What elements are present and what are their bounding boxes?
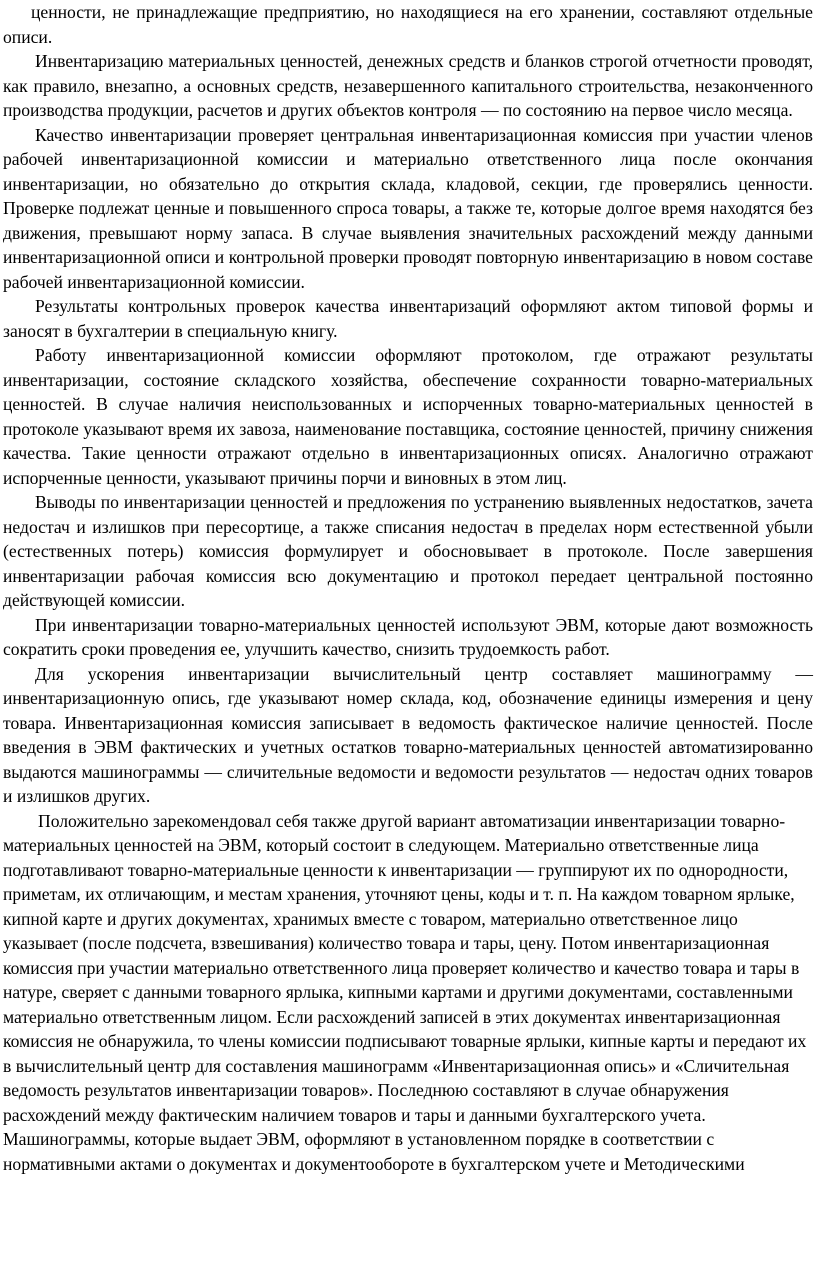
paragraph: Положительно зарекомендовал себя также другой вариант автоматизации инвентаризации товарно-материальных ценностей на ЭВМ, который состоит в следующем. Материально ответственные лица подготавливают товарно-материальные ценности к инвентаризации — группируют их по однородности, приметам, их отличающим, и местам хранения, уточняют цены, коды и т. п. На каждом товарном ярлыке, кипной карте и других документах, хранимых вместе с товаром, материально ответственное лицо указывает (после подсчета, взвешивания) количество товара и тары, цену. Потом инвентаризационная комиссия при участии материально ответственного лица проверяет количество и качество товара и тары в натуре, сверяет с данными товарного ярлыка, кипными картами и другими документами, составленными материально ответственным лицом. Если расхождений записей в этих документах инвентаризационная комиссия не обнаружила, то члены комиссии подписывают товарные ярлыки, кипные карты и передают их в вычислительный центр для составления машинограмм «Инвентаризационная опись» и «Сличительная ведомость результатов инвентаризации товаров». Последнюю составляют в случае обнаружения расхождений между фактическим наличием товаров и тары и данными бухгалтерского учета. Машинограммы, которые выдает ЭВМ, оформляют в установленном порядке в соответствии с нормативными актами о документах и документообороте в бухгалтерском учете и Методическими	[3, 810, 807, 1174]
paragraph: Выводы по инвентаризации ценностей и предложения по устранению выявленных недостатков, зачета недостач и излишков при пересортице, а также списания недостач в пределах норм естественной убыли (естественных потерь) комиссия формулирует и обосновывает в протоколе. После завершения инвентаризации рабочая комиссия всю документацию и протокол передает центральной постоянно действующей комиссии.	[3, 492, 813, 610]
paragraph: При инвентаризации товарно-материальных ценностей используют ЭВМ, которые дают возможность сократить сроки проведения ее, улучшить качество, снизить трудоемкость работ.	[3, 614, 813, 659]
paragraph: ценности, не принадлежащие предприятию, но находящиеся на его хранении, составляют отдельные описи.	[3, 2, 813, 47]
paragraph: Инвентаризацию материальных ценностей, денежных средств и бланков строгой отчетности проводят, как правило, внезапно, а основных средств, незавершенного капитального строительства, незаконченного производства продукции, расчетов и других объектов контроля — по состоянию на первое число месяца.	[3, 51, 813, 120]
paragraph: Работу инвентаризационной комиссии оформляют протоколом, где отражают результаты инвентаризации, состояние складского хозяйства, обеспечение сохранности товарно-материальных ценностей. В случае наличия неиспользованных и испорченных товарно-материальных ценностей в протоколе указывают время их завоза, наименование поставщика, состояние ценностей, причину снижения качества. Такие ценности отражают отдельно в инвентаризационных описях. Аналогично отражают испорченные ценности, указывают причины порчи и виновных в этом лиц.	[3, 345, 813, 488]
paragraph: Для ускорения инвентаризации вычислительный центр составляет машинограмму — инвентаризационную опись, где указывают номер склада, код, обозначение единицы измерения и цену товара. Инвентаризационная комиссия записывает в ведомость фактическое наличие ценностей. После введения в ЭВМ фактических и учетных остатков товарно-материальных ценностей автоматизированно выдаются машинограммы — сличительные ведомости и ведомости результатов — недостач одних товаров и излишков других.	[3, 663, 813, 806]
paragraph: Результаты контрольных проверок качества инвентаризаций оформляют актом типовой формы и заносят в бухгалтерии в специальную книгу.	[3, 296, 813, 341]
paragraph: Качество инвентаризации проверяет центральная инвентаризационная комиссия при участии членов рабочей инвентаризационной комиссии и материально ответственного лица после окончания инвентаризации, но обязательно до открытия склада, кладовой, секции, где проверялись ценности. Проверке подлежат ценные и повышенного спроса товары, а также те, которые долгое время находятся без движения, превышают норму запаса. В случае выявления значительных расхождений между данными инвентаризационной описи и контрольной проверки проводят повторную инвентаризацию в новом составе рабочей инвентаризационной комиссии.	[3, 124, 813, 292]
